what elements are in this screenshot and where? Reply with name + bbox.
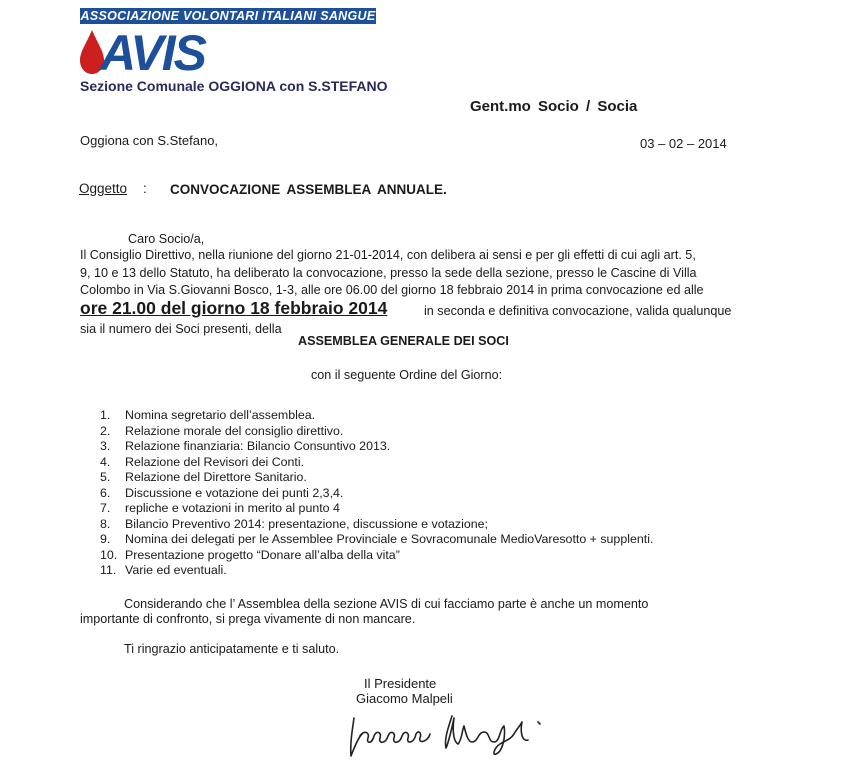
agenda-item: 6. Discussione e votazione dei punti 2,3,4.: [100, 485, 344, 500]
body-line-3: Colombo in Via S.Giovanni Bosco, 1-3, alle ore 06.00 del giorno 18 febbraio 2014 in prima convocazione ed alle: [80, 283, 704, 297]
agenda-item: 2. Relazione morale del consiglio direttivo.: [100, 423, 344, 438]
agenda-item: 11. Varie ed eventuali.: [100, 563, 227, 577]
greeting: Caro Socio/a,: [128, 232, 205, 246]
body-line-5: sia il numero dei Soci presenti, della: [80, 322, 282, 336]
svg-text:AVIS: AVIS: [100, 25, 205, 78]
subject-colon: :: [143, 181, 147, 196]
agenda-list: [100, 408, 653, 579]
thanks-line: Ti ringrazio anticipatamente e ti saluto.: [124, 642, 340, 656]
body-line-2: 9, 10 e 13 dello Statuto, ha deliberato la convocazione, presso la sede della sezione, presso le Cascine di Villa: [80, 266, 697, 280]
agenda-item: 1. Nomina segretario dell’assemblea.: [100, 408, 316, 422]
association-banner: ASSOCIAZIONE VOLONTARI ITALIANI SANGUE: [80, 9, 376, 23]
signature-name: Giacomo Malpeli: [356, 691, 453, 706]
body-line-4: in seconda e definitiva convocazione, valida qualunque: [424, 304, 732, 318]
signature-title: Il Presidente: [364, 676, 437, 691]
body-line-1: Il Consiglio Direttivo, nella riunione del giorno 21-01-2014, con delibera ai sensi e per gli effetti di cui agli art. 5,: [80, 248, 696, 262]
subject-label: Oggetto: [79, 181, 128, 196]
agenda-item: 5. Relazione del Direttore Sanitario.: [100, 470, 307, 484]
closing-line-2: importante di confronto, si prega vivamente di non mancare.: [80, 612, 416, 626]
avis-logo: [78, 22, 228, 78]
agenda-item: 7. repliche e votazioni in merito al punto 4: [100, 501, 340, 515]
handwritten-signature: [344, 704, 574, 760]
date: 03 – 02 – 2014: [640, 136, 727, 151]
recipient-heading: Gent.mo Socio / Socia: [470, 98, 638, 115]
agenda-intro: con il seguente Ordine del Giorno:: [311, 368, 503, 382]
agenda-item: 3. Relazione finanziaria: Bilancio Consuntivo 2013.: [100, 439, 391, 453]
meeting-time-highlight: ore 21.00 del giorno 18 febbraio 2014: [80, 298, 388, 318]
place: Oggiona con S.Stefano,: [80, 133, 219, 148]
agenda-item: 4. Relazione del Revisori dei Conti.: [100, 454, 305, 469]
agenda-item: 8. Bilancio Preventivo 2014: presentazione, discussione e votazione;: [100, 516, 488, 531]
agenda-item: 10. Presentazione progetto “Donare all’alba della vita”: [100, 547, 400, 562]
subject-text: CONVOCAZIONE ASSEMBLEA ANNUALE.: [170, 182, 447, 197]
assembly-title: ASSEMBLEA GENERALE DEI SOCI: [298, 334, 509, 348]
closing-line-1: Considerando che l’ Assemblea della sezione AVIS di cui facciamo parte è anche un momento: [124, 597, 649, 611]
agenda-item: 9. Nomina dei delegati per le Assemblee Provinciale e Sovracomunale MedioVaresotto + supplenti.: [100, 532, 654, 546]
section-name: Sezione Comunale OGGIONA con S.STEFANO: [80, 78, 388, 94]
